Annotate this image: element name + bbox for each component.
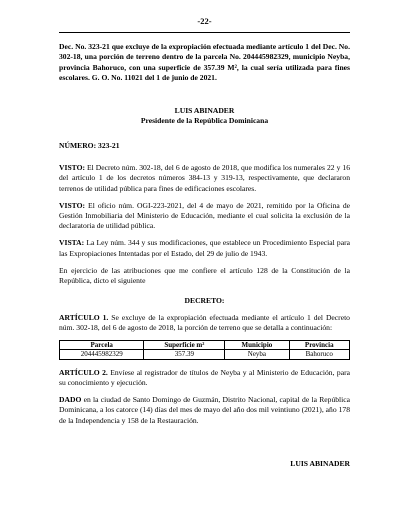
parcel-table xyxy=(59,340,350,360)
article-2-text: Envíese al registrador de títulos de Neyba y al Ministerio de Educación, para su conocimiento y ejecución. xyxy=(59,367,350,388)
visto-lead: VISTO: xyxy=(59,200,86,210)
decree-summary: Dec. No. 323-21 que excluye de la expropiación efectuada mediante artículo 1 del Dec. No. 302-18, una porción de terreno dentro de la parcela No. 204445982329, municipio Neyba, provincia Bahoruco, con una superficie de 357.39 M², la cual sería utilizada para fines escolares. G. O. No. 11021 del 1 de junio de 2021. xyxy=(59,42,350,82)
closing-signature: LUIS ABINADER xyxy=(290,458,350,468)
signer-name: LUIS ABINADER xyxy=(174,106,235,116)
cell-parcela: 204445982329 xyxy=(60,350,144,360)
header-provincia: Provincia xyxy=(289,340,349,350)
cell-provincia: Bahoruco xyxy=(289,350,349,360)
visto-lead: VISTO: xyxy=(59,163,86,173)
visto-paragraph-2 xyxy=(59,201,350,232)
page-number: -22- xyxy=(197,16,212,26)
vista-text: La Ley núm. 344 y sus modificaciones, que establece un Procedimiento Especial para las Expropiaciones Intentadas por el Estado, del 29 de julio de 1943. xyxy=(59,238,350,258)
signer-block xyxy=(59,106,350,126)
given-lead: DADO xyxy=(59,395,82,405)
visto-text: El oficio núm. OGI-223-2021, del 4 de mayo de 2021, remitido por la Oficina de Gestión Inmobiliaria del Ministerio de Educación, mediante el cual solicita la exclusión de la declaratoria de utilidad pública. xyxy=(59,200,350,231)
vista-lead: VISTA: xyxy=(59,238,85,248)
table-row xyxy=(60,350,350,360)
visto-paragraph-1 xyxy=(59,163,350,194)
header-municipio: Municipio xyxy=(225,340,289,350)
header-superficie: Superficie m² xyxy=(144,340,225,350)
article-2 xyxy=(59,368,350,388)
decree-number: NÚMERO: 323-21 xyxy=(59,141,120,151)
article-1-text: Se excluye de la expropiación efectuada mediante el artículo 1 del Decreto núm. 302-18, del 6 de agosto de 2018, la porción de terreno que se detalla a continuación: xyxy=(59,313,350,333)
given-paragraph xyxy=(59,395,350,426)
header-parcela: Parcela xyxy=(60,340,144,350)
signer-title: Presidente de la República Dominicana xyxy=(140,116,269,126)
given-text: en la ciudad de Santo Domingo de Guzmán, Distrito Nacional, capital de la República Dominicana, a los catorce (14) días del mes de mayo del año dos mil veintiuno (2021), año 178 de la Independencia y 158 de la Restauración. xyxy=(59,395,350,425)
article-1-lead: ARTÍCULO 1. xyxy=(59,313,109,323)
vista-paragraph xyxy=(59,238,350,258)
article-2-lead: ARTÍCULO 2. xyxy=(59,367,108,377)
visto-text: El Decreto núm. 302-18, del 6 de agosto de 2018, que modifica los numerales 22 y 16 del artículo 1 de los decretos números 384-13 y 319-13, respectivamente, que declararon terrenos de utilidad pública para fines de edificaciones escolares. xyxy=(59,163,350,193)
header-rule xyxy=(59,32,350,33)
table-header-row xyxy=(60,340,350,350)
article-1 xyxy=(59,313,350,333)
decree-heading: DECRETO: xyxy=(184,296,225,306)
cell-municipio: Neyba xyxy=(225,350,289,360)
enacting-clause: En ejercicio de las atribuciones que me confiere el artículo 128 de la Constitución de la República, dicto el siguiente xyxy=(59,265,350,286)
cell-superficie: 357.39 xyxy=(144,350,225,360)
